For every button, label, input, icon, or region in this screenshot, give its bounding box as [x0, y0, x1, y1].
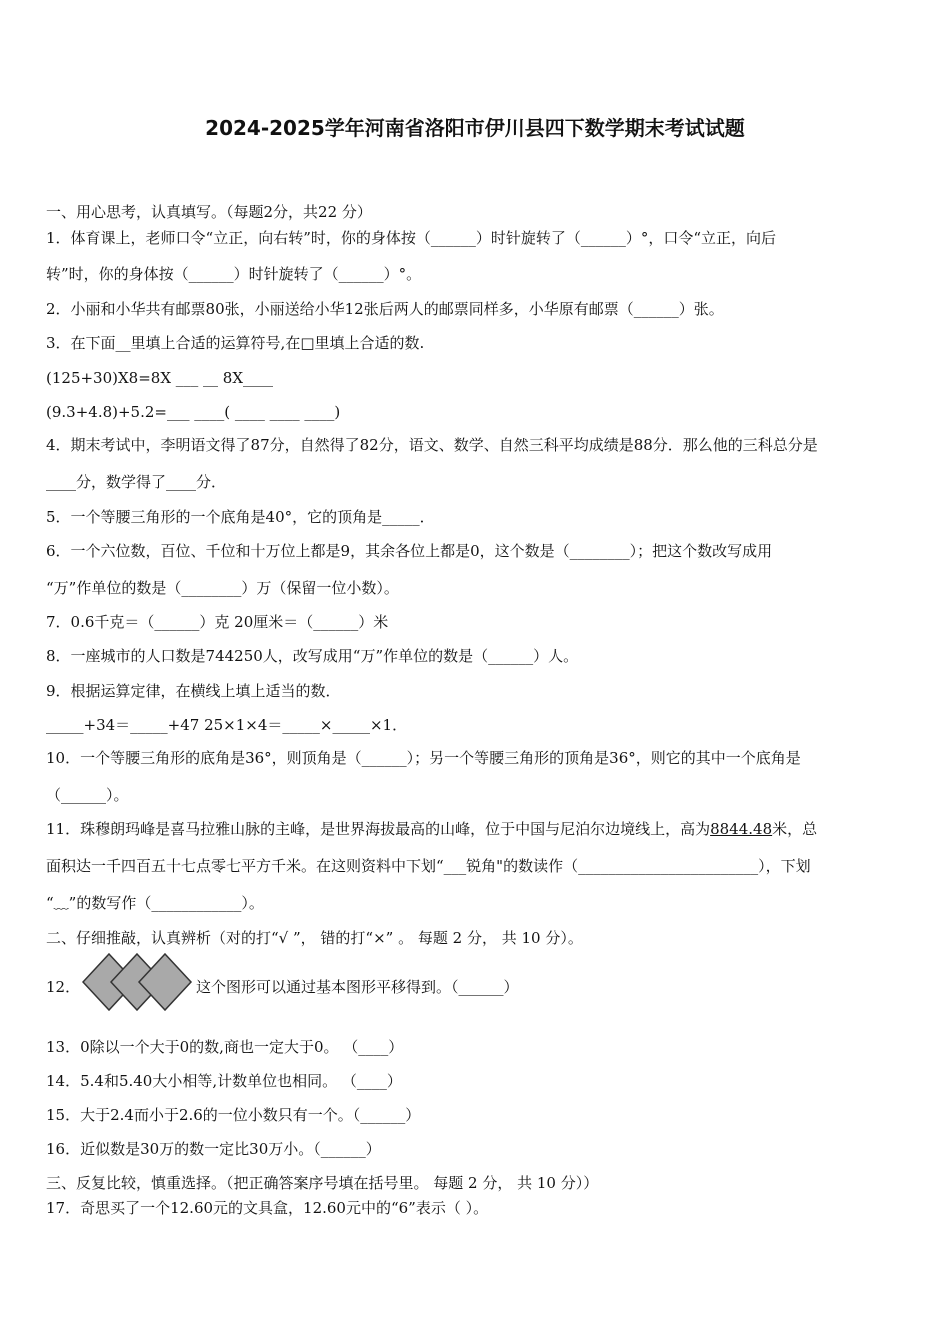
- question-14: 14．5.4和5.40大小相等,计数单位也相同。 （____）: [46, 1072, 402, 1090]
- question-12-number: 12．: [46, 978, 81, 996]
- question-16: 16．近似数是30万的数一定比30万小。（______）: [46, 1140, 381, 1158]
- question-4-line-2: ____分，数学得了____分．: [46, 473, 227, 491]
- question-7: 7．0.6千克＝（______）克 20厘米＝（______）米: [46, 613, 389, 631]
- section-2-heading: 二、仔细推敲，认真辨析（对的打“√ ”， 错的打“×” 。 每题 2 分， 共 10 分）。: [46, 929, 583, 947]
- question-10-line-2: （______）。: [46, 786, 129, 804]
- question-2: 2．小丽和小华共有邮票80张，小丽送给小华12张后两人的邮票同样多，小华原有邮票（______）张。: [46, 300, 724, 318]
- question-11-height: 8844.48: [710, 820, 773, 838]
- question-11-line-2: 面积达一千四百五十七点零七平方千米。在这则资料中下划“___锐角"的数读作（________________________），下划: [46, 857, 811, 875]
- question-15: 15．大于2.4而小于2.6的一位小数只有一个。（______）: [46, 1106, 421, 1124]
- question-13: 13．0除以一个大于0的数,商也一定大于0。 （____）: [46, 1038, 404, 1056]
- question-9: 9．根据运算定律，在横线上填上适当的数．: [46, 682, 341, 700]
- question-3: 3．在下面__里填上合适的运算符号,在□里填上合适的数.: [46, 334, 425, 352]
- question-17: 17．奇思买了一个12.60元的文具盒，12.60元中的“6”表示（ ）。: [46, 1199, 489, 1217]
- question-3-expression-2: (9.3+4.8)+5.2=___ ____( ____ ____ ____): [46, 403, 341, 421]
- translated-squares-figure: [82, 952, 194, 1016]
- question-11-text-end: 米，总: [772, 820, 818, 838]
- question-3-expression-1: (125+30)X8=8X ___ __ 8X____: [46, 369, 274, 387]
- question-6-line-1: 6．一个六位数，百位、千位和十万位上都是9，其余各位上都是0，这个数是（________）；把这个数改写成用: [46, 542, 773, 560]
- question-8: 8．一座城市的人口数是744250人，改写成用“万”作单位的数是（______）人。: [46, 647, 579, 665]
- section-3-heading: 三、反复比较，慎重选择。（把正确答案序号填在括号里。 每题 2 分， 共 10 分））: [46, 1174, 599, 1192]
- question-1-line-2: 转”时，你的身体按（______）时针旋转了（______）°。: [46, 265, 422, 283]
- question-1-line-1: 1．体育课上，老师口令“立正，向右转”时，你的身体按（______）时针旋转了（______）°，口令“立正，向后: [46, 229, 777, 247]
- question-5: 5．一个等腰三角形的一个底角是40°，它的顶角是_____．: [46, 508, 435, 526]
- section-1-heading: 一、用心思考，认真填写。（每题2分，共22 分）: [46, 203, 372, 221]
- question-11-text: 11．珠穆朗玛峰是喜马拉雅山脉的主峰，是世界海拔最高的山峰，位于中国与尼泊尔边境线上，高为: [46, 820, 711, 838]
- question-4-line-1: 4．期末考试中，李明语文得了87分，自然得了82分，语文、数学、自然三科平均成绩是88分．那么他的三科总分是: [46, 436, 818, 454]
- question-9-blanks: _____+34＝_____+47 25×1×4＝_____×_____×1．: [46, 716, 408, 734]
- question-6-line-2: “万”作单位的数是（________）万（保留一位小数）。: [46, 579, 399, 597]
- page-title: 2024-2025学年河南省洛阳市伊川县四下数学期末考试试题: [205, 116, 745, 140]
- question-11-line-1: [46, 819, 817, 839]
- question-10-line-1: 10．一个等腰三角形的底角是36°，则顶角是（______）；另一个等腰三角形的顶角是36°，则它的其中一个底角是: [46, 749, 801, 767]
- question-11-line-3: “﹏”的数写作（____________）。: [46, 894, 264, 912]
- question-12-text: 这个图形可以通过基本图形平移得到。（______）: [196, 978, 519, 996]
- square-shape-3: [139, 954, 191, 1010]
